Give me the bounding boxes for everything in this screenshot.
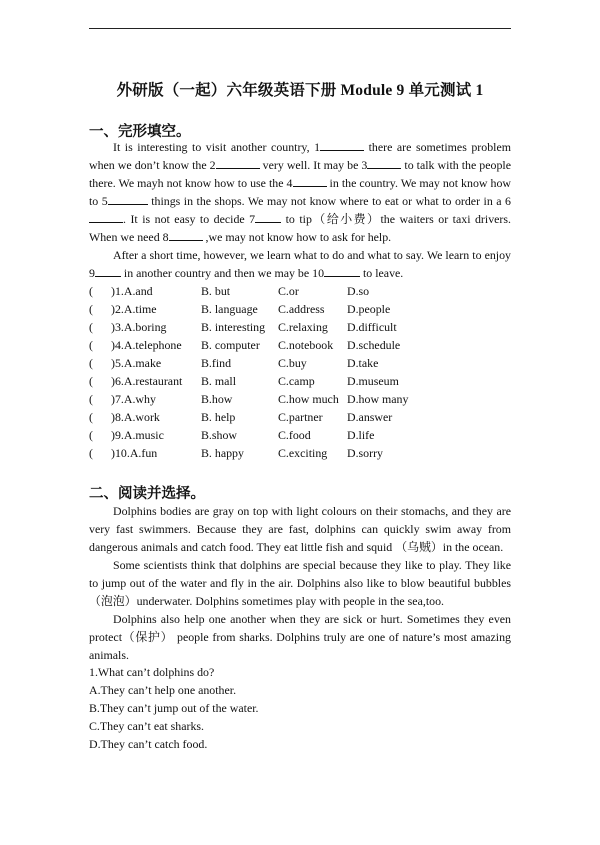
option-a: )1.A.and bbox=[111, 284, 153, 298]
option-d: D.difficult bbox=[347, 320, 397, 334]
option-row bbox=[89, 356, 511, 374]
blank-4[interactable] bbox=[293, 175, 327, 187]
option-a: )6.A.restaurant bbox=[111, 374, 183, 388]
cloze-paragraph-1: It is interesting to visit another country, 1 there are sometimes problem when we don’t know the 2 very well. It may be 3 to talk with the people there. We mayh not know how to use the 4 in the country. We may not know how to 5 things in the shops. We may not know where to eat or what to order in a 6. It is not easy to decide 7 to tip（给小费）the waiters or taxi drivers. When we need 8 ,we may not know how to ask for help. bbox=[89, 140, 512, 244]
blank-9[interactable] bbox=[95, 265, 121, 277]
section-heading-reading: 二、阅读并选择。 bbox=[89, 486, 205, 502]
option-b: B.how bbox=[201, 392, 233, 406]
answer-paren[interactable]: ( bbox=[89, 374, 93, 388]
option-a: )7.A.why bbox=[111, 392, 156, 406]
choice-b[interactable]: B.They can’t jump out of the water. bbox=[89, 701, 259, 715]
blank-1[interactable] bbox=[320, 139, 364, 151]
blank-10[interactable] bbox=[324, 265, 360, 277]
reading-paragraph-1: Dolphins bodies are gray on top with light colours on their stomachs, and they are very fast swimmers. Because they are fast, dolphins can quickly swim away from dangerous animals and catch food. They eat little fish and squid （乌贼）in the ocean. bbox=[89, 504, 511, 554]
top-rule bbox=[89, 28, 511, 29]
reading-paragraph-3: Dolphins also help one another when they are sick or hurt. Sometimes they even protect（保护） people from sharks. Dolphins truly are one of nature’s most amazing animals. bbox=[89, 612, 511, 662]
option-d: D.museum bbox=[347, 374, 399, 388]
option-a: )5.A.make bbox=[111, 356, 162, 370]
option-row bbox=[89, 338, 511, 356]
option-b: B. but bbox=[201, 284, 231, 298]
option-b: B. mall bbox=[201, 374, 237, 388]
question-stem: 1.What can’t dolphins do? bbox=[89, 665, 215, 679]
blank-8[interactable] bbox=[169, 229, 203, 241]
answer-paren[interactable]: ( bbox=[89, 302, 93, 316]
option-d: D.people bbox=[347, 302, 391, 316]
option-row bbox=[89, 320, 511, 338]
option-a: )9.A.music bbox=[111, 428, 164, 442]
option-a: )10.A.fun bbox=[111, 446, 158, 460]
option-c: C.how much bbox=[278, 392, 339, 406]
blank-2[interactable] bbox=[216, 157, 260, 169]
option-a: )3.A.boring bbox=[111, 320, 167, 334]
option-c: C.relaxing bbox=[278, 320, 328, 334]
option-d: D.sorry bbox=[347, 446, 383, 460]
cloze-paragraph-2: After a short time, however, we learn what to do and what to say. We learn to enjoy 9 in another country and then we may be 10 to leave. bbox=[89, 248, 511, 280]
section-heading-cloze: 一、完形填空。 bbox=[89, 124, 191, 140]
option-b: B. happy bbox=[201, 446, 244, 460]
option-b: B.find bbox=[201, 356, 232, 370]
option-c: C.buy bbox=[278, 356, 307, 370]
option-c: C.food bbox=[278, 428, 311, 442]
option-a: )8.A.work bbox=[111, 410, 160, 424]
option-c: C.exciting bbox=[278, 446, 328, 460]
option-row bbox=[89, 302, 511, 320]
cloze-passage bbox=[89, 138, 511, 282]
answer-paren[interactable]: ( bbox=[89, 356, 93, 370]
option-d: D.so bbox=[347, 284, 370, 298]
option-d: D.how many bbox=[347, 392, 409, 406]
option-c: C.address bbox=[278, 302, 325, 316]
option-c: C.camp bbox=[278, 374, 315, 388]
option-row bbox=[89, 392, 511, 410]
option-c: C.partner bbox=[278, 410, 323, 424]
option-row bbox=[89, 374, 511, 392]
choice-c[interactable]: C.They can’t eat sharks. bbox=[89, 719, 205, 733]
blank-3[interactable] bbox=[367, 157, 401, 169]
answer-paren[interactable]: ( bbox=[89, 284, 93, 298]
blank-5[interactable] bbox=[108, 193, 148, 205]
reading-passage bbox=[89, 502, 511, 664]
answer-paren[interactable]: ( bbox=[89, 410, 93, 424]
blank-6[interactable] bbox=[89, 211, 123, 223]
option-row bbox=[89, 410, 511, 428]
blank-7[interactable] bbox=[255, 211, 281, 223]
answer-paren[interactable]: ( bbox=[89, 320, 93, 334]
option-d: D.answer bbox=[347, 410, 393, 424]
answer-paren[interactable]: ( bbox=[89, 446, 93, 460]
option-b: B. interesting bbox=[201, 320, 266, 334]
choice-d[interactable]: D.They can’t catch food. bbox=[89, 737, 208, 751]
page-title: 外研版（一起）六年级英语下册 Module 9 单元测试 1 bbox=[116, 82, 484, 99]
option-c: C.or bbox=[278, 284, 299, 298]
answer-paren[interactable]: ( bbox=[89, 392, 93, 406]
cloze-options bbox=[89, 284, 511, 464]
option-row bbox=[89, 446, 511, 464]
option-d: D.schedule bbox=[347, 338, 401, 352]
option-a: )4.A.telephone bbox=[111, 338, 182, 352]
reading-paragraph-2: Some scientists think that dolphins are special because they like to play. They like to jump out of the water and fly in the air. Dolphins also like to blow beautiful bubbles（泡泡）underwater. Dolphins sometimes play with people in the sea,too. bbox=[89, 558, 511, 608]
choice-a[interactable]: A.They can’t help one another. bbox=[89, 683, 237, 697]
option-b: B. language bbox=[201, 302, 258, 316]
option-row bbox=[89, 428, 511, 446]
option-b: B. computer bbox=[201, 338, 260, 352]
option-row bbox=[89, 284, 511, 302]
option-c: C.notebook bbox=[278, 338, 334, 352]
answer-paren[interactable]: ( bbox=[89, 428, 93, 442]
option-b: B.show bbox=[201, 428, 238, 442]
option-d: D.take bbox=[347, 356, 379, 370]
option-a: )2.A.time bbox=[111, 302, 157, 316]
option-d: D.life bbox=[347, 428, 375, 442]
answer-paren[interactable]: ( bbox=[89, 338, 93, 352]
reading-question-1 bbox=[89, 663, 259, 753]
option-b: B. help bbox=[201, 410, 236, 424]
